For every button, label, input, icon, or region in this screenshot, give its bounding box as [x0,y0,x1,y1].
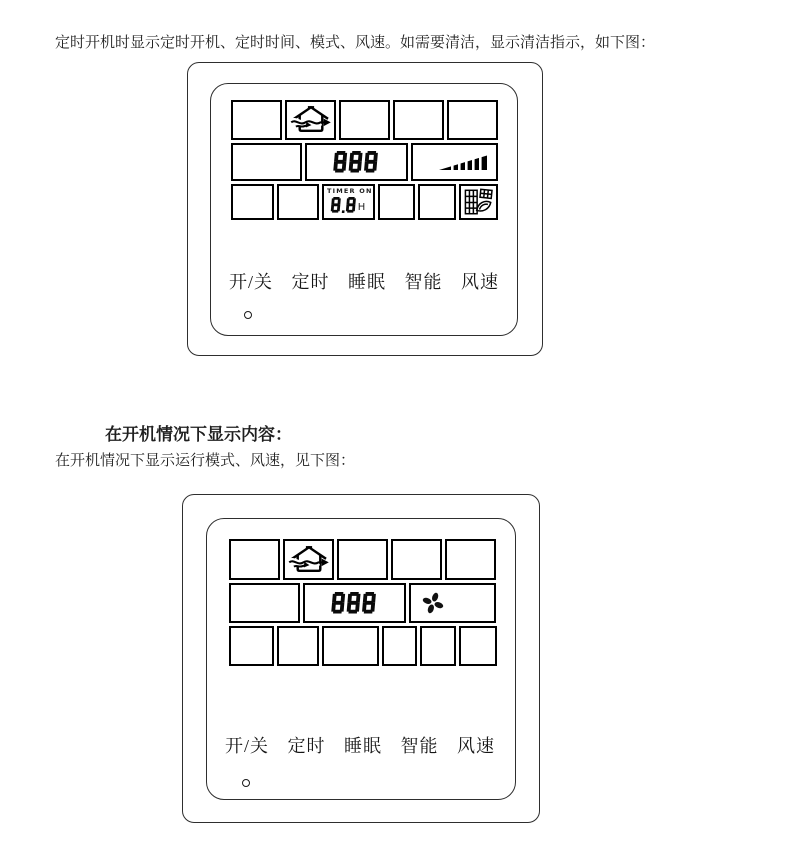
lcd-row-2 [229,583,496,623]
lcd-display [229,539,496,669]
lcd-cell-timer [322,184,375,220]
fan-icon [422,592,444,614]
lcd-row-3 [231,184,498,220]
lcd-cell [459,626,497,666]
timer-button-label: 定时 [291,272,330,292]
lcd-cell [337,539,388,580]
seven-segment-display [333,592,376,614]
sleep-button-label: 睡眠 [347,272,386,292]
indicator-led [244,311,252,319]
lcd-row-1 [229,539,496,580]
body-paragraph: 在开机情况下显示运行模式、风速，见下图： [55,452,356,469]
figure-timer-on-panel [187,62,543,356]
lcd-cell-temperature [305,143,408,181]
clean-indicator-icon [464,187,494,217]
timer-on-label: TIMER ON [327,187,373,195]
lcd-cell-temperature [303,583,406,623]
button-row [225,732,495,758]
lcd-cell [447,100,498,140]
lcd-cell [277,184,319,220]
lcd-cell [382,626,417,666]
lcd-cell [445,539,496,580]
lcd-cell [229,539,280,580]
lcd-cell [229,583,300,623]
lcd-cell [391,539,442,580]
timer-button-label: 定时 [287,736,326,756]
intro-paragraph: 定时开机时显示定时开机、定时时间、模式、风速。如需要清洁，显示清洁指示，如下图： [55,34,656,51]
lcd-row-1 [231,100,498,140]
lcd-cell-fan [409,583,496,623]
power-button-label: 开/关 [229,272,274,292]
lcd-cell-mode [283,539,334,580]
fan-speed-button-label: 风速 [460,272,499,292]
lcd-cell [418,184,456,220]
house-airflow-icon [290,104,332,136]
sleep-button-label: 睡眠 [343,736,382,756]
power-button-label: 开/关 [225,736,270,756]
lcd-cell-clean [459,184,498,220]
lcd-display [231,100,498,223]
button-row [229,268,499,294]
seven-segment-display [335,151,378,173]
house-airflow-icon [288,544,330,576]
lcd-cell [231,100,282,140]
smart-button-label: 智能 [404,272,443,292]
lcd-cell [378,184,415,220]
lcd-cell-fan-speed [411,143,498,181]
fan-speed-button-label: 风速 [456,736,495,756]
lcd-row-3 [229,626,496,666]
fan-speed-bars-icon [439,154,487,170]
lcd-cell [231,184,274,220]
panel-face [210,83,518,336]
lcd-row-2 [231,143,498,181]
lcd-cell-mode [285,100,336,140]
lcd-cell [339,100,390,140]
figure-power-on-panel [182,494,540,823]
timer-digits [326,197,371,213]
lcd-cell [322,626,379,666]
indicator-led [242,779,250,787]
timer-hour-unit: H [357,202,366,213]
lcd-cell [277,626,319,666]
smart-button-label: 智能 [400,736,439,756]
lcd-cell [231,143,302,181]
seven-segment-display [332,197,356,213]
lcd-cell [229,626,274,666]
section-heading: 在开机情况下显示内容： [105,425,292,444]
lcd-cell [420,626,456,666]
panel-face [206,518,516,800]
lcd-cell [393,100,444,140]
